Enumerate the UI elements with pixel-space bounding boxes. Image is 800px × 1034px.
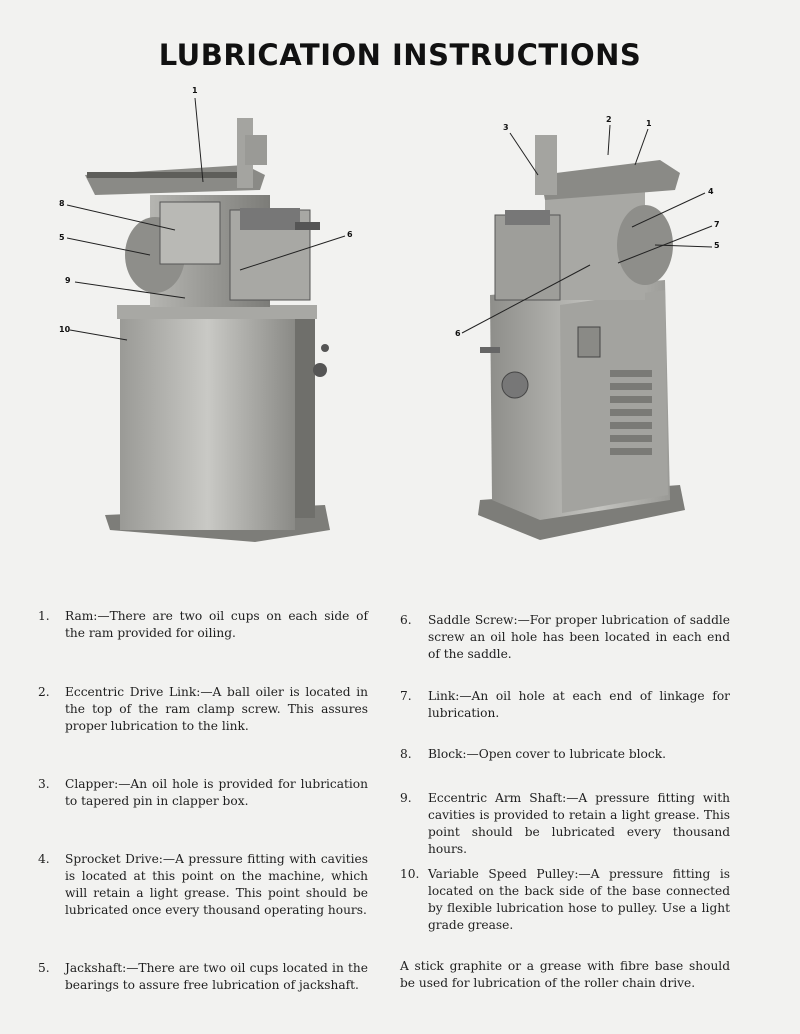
lubrication-note: A stick graphite or a grease with fibre base should be used for lubrication of the roller chain drive. [400,959,730,990]
item-number: 10. [400,867,420,881]
callout-label: 10 [59,325,71,334]
item-number: 7. [400,689,412,703]
callout-label: 5 [59,233,65,242]
callout-label: 5 [714,241,720,250]
item-number: 4. [38,852,50,866]
page-title: LUBRICATION INSTRUCTIONS [158,38,642,72]
callout-label: 6 [347,230,353,239]
callout-label: 4 [708,187,714,196]
item-text: Block:—Open cover to lubricate block. [428,747,666,761]
callout-label: 2 [606,115,612,124]
item-text: Eccentric Arm Shaft:—A pressure fitting with cavities is provided to retain a light grease. This point should be lubricated every thousand hours. [428,791,730,856]
callout-label: 1 [646,119,652,128]
item-text: Clapper:—An oil hole is provided for lubrication to tapered pin in clapper box. [65,777,368,808]
item-number: 5. [38,961,50,975]
callout-label: 9 [65,276,71,285]
callout-label: 3 [503,123,509,132]
callout-label: 1 [192,86,198,95]
item-text: Sprocket Drive:—A pressure fitting with cavities is located at this point on the machine, which will retain a light grease. This point should be lubricated once every thousand operating hours. [65,852,368,917]
item-number: 1. [38,609,50,623]
item-text: Eccentric Drive Link:—A ball oiler is located in the top of the ram clamp screw. This assures proper lubrication to the link. [65,685,368,733]
shaper-front-photo [55,86,355,560]
item-text: Saddle Screw:—For proper lubrication of saddle screw an oil hole has been located in each end of the saddle. [428,613,730,661]
item-number: 6. [400,613,412,627]
callout-label: 7 [714,220,720,229]
shaper-rear-photo [450,115,730,545]
item-number: 3. [38,777,50,791]
callout-label: 6 [455,329,461,338]
item-text: Link:—An oil hole at each end of linkage for lubrication. [428,689,730,720]
callout-label: 8 [59,199,65,208]
item-number: 2. [38,685,50,699]
item-number: 9. [400,791,412,805]
item-text: Ram:—There are two oil cups on each side of the ram provided for oiling. [65,609,368,640]
item-number: 8. [400,747,412,761]
item-text: Jackshaft:—There are two oil cups located in the bearings to assure free lubrication of jackshaft. [65,961,368,992]
item-text: Variable Speed Pulley:—A pressure fitting is located on the back side of the base connected by flexible lubrication hose to pulley. Use a light grade grease. [428,867,730,932]
